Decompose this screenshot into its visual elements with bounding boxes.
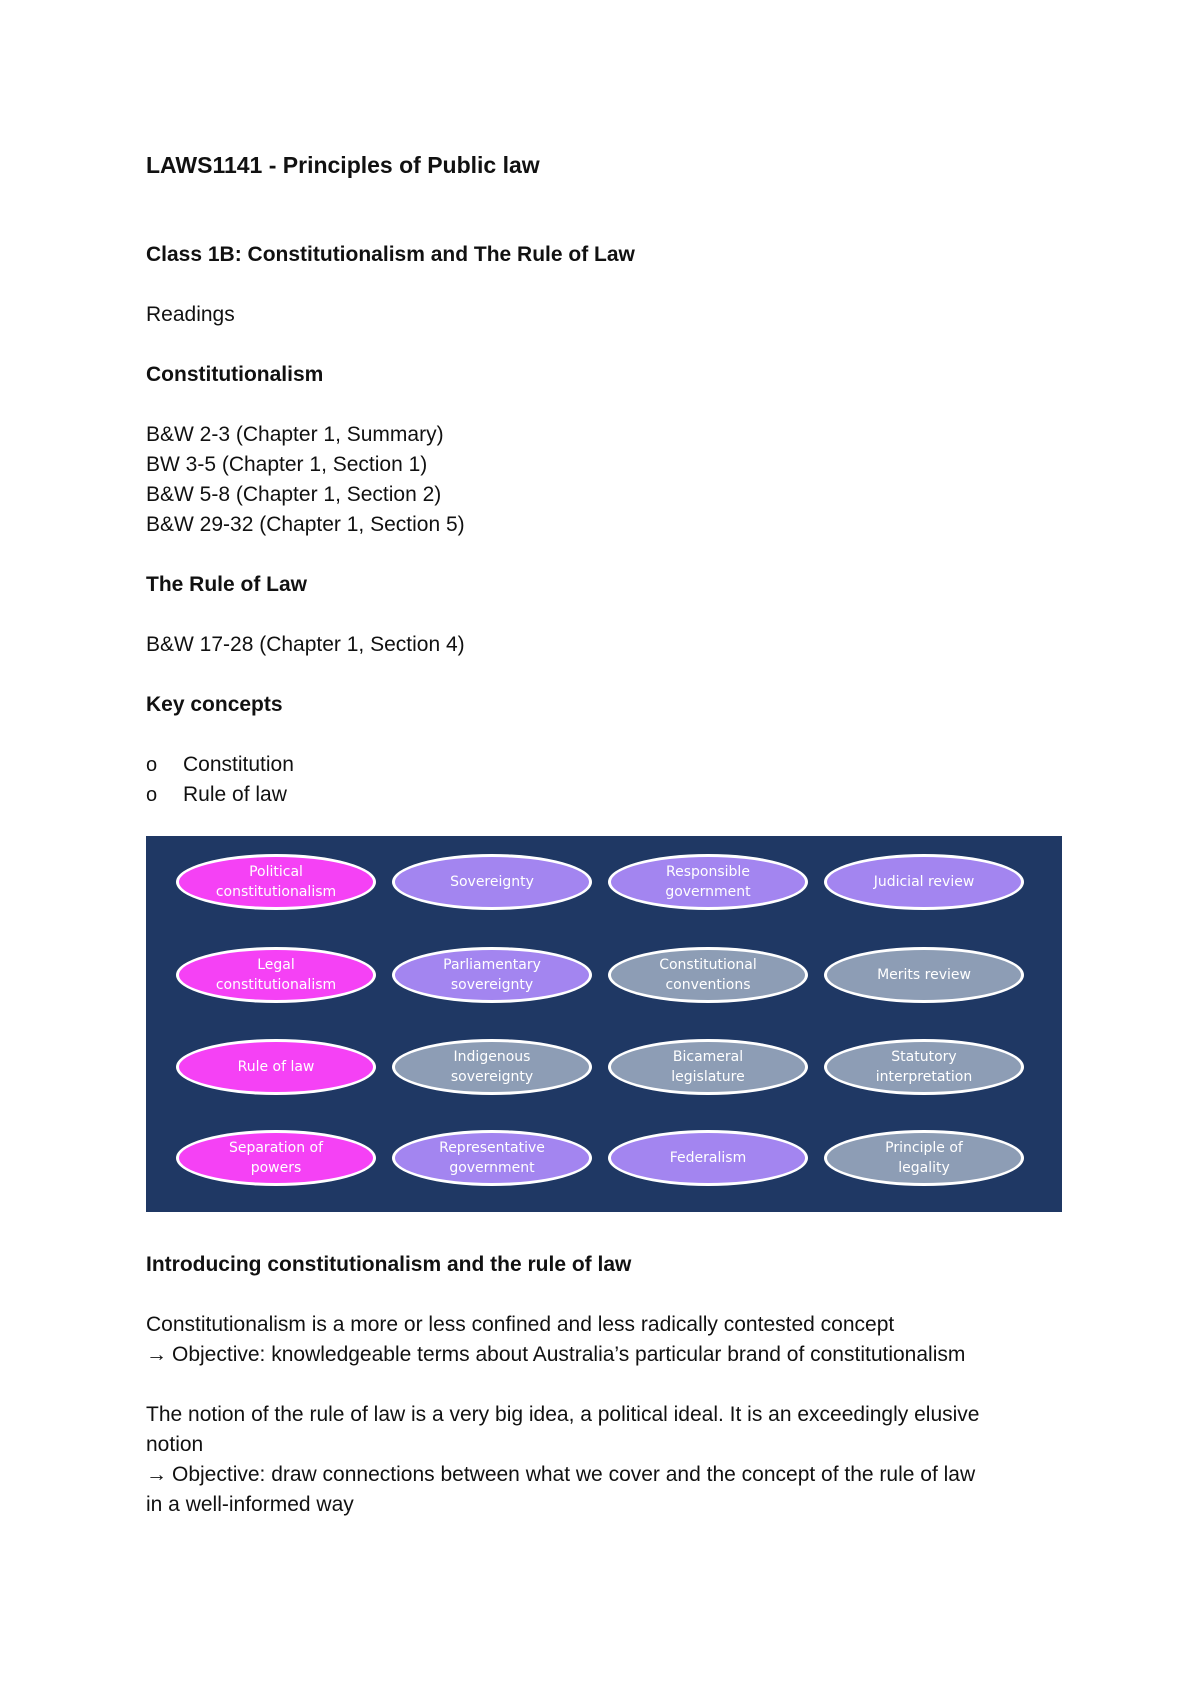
concept-pill: Constitutional conventions — [608, 947, 808, 1003]
reading-item: B&W 29-32 (Chapter 1, Section 5) — [146, 513, 465, 536]
intro-paragraph-2-line-2: notion — [146, 1433, 204, 1456]
concept-pill: Legal constitutionalism — [176, 947, 376, 1003]
concept-pill: Rule of law — [176, 1039, 376, 1095]
intro-objective-2 — [146, 1460, 975, 1490]
rule-of-law-heading: The Rule of Law — [146, 573, 308, 596]
readings-label: Readings — [146, 303, 235, 326]
course-title: LAWS1141 - Principles of Public law — [146, 152, 540, 178]
concept-pill: Sovereignty — [392, 854, 592, 910]
intro-paragraph-2-line-1: The notion of the rule of law is a very big idea, a political ideal. It is an exceedingly elusive — [146, 1403, 980, 1426]
key-concept-label: Constitution — [183, 753, 294, 776]
concept-pill: Parliamentary sovereignty — [392, 947, 592, 1003]
class-title: Class 1B: Constitutionalism and The Rule of Law — [146, 243, 635, 266]
concept-pill: Merits review — [824, 947, 1024, 1003]
intro-objective-1 — [146, 1340, 965, 1370]
arrow-right-icon: → — [146, 1343, 167, 1366]
concept-pill: Bicameral legislature — [608, 1039, 808, 1095]
key-concept-item — [146, 750, 294, 780]
concept-pill: Statutory interpretation — [824, 1039, 1024, 1095]
concept-pill: Principle of legality — [824, 1130, 1024, 1186]
intro-paragraph-1: Constitutionalism is a more or less confined and less radically contested concept — [146, 1313, 895, 1336]
objective-text: Objective: draw connections between what we cover and the concept of the rule of law — [172, 1463, 976, 1486]
bullet-icon: o — [146, 754, 158, 776]
concept-pill: Indigenous sovereignty — [392, 1039, 592, 1095]
objective-text: Objective: knowledgeable terms about Australia’s particular brand of constitutionalism — [172, 1343, 966, 1366]
key-concept-label: Rule of law — [183, 783, 287, 806]
reading-item: B&W 2-3 (Chapter 1, Summary) — [146, 423, 444, 446]
arrow-right-icon: → — [146, 1463, 167, 1486]
concept-pill: Judicial review — [824, 854, 1024, 910]
concept-grid-graphic — [146, 836, 1062, 1212]
constitutionalism-heading: Constitutionalism — [146, 363, 324, 386]
bullet-icon: o — [146, 784, 158, 806]
reading-item: B&W 5-8 (Chapter 1, Section 2) — [146, 483, 442, 506]
intro-heading: Introducing constitutionalism and the rule of law — [146, 1253, 632, 1276]
reading-item: BW 3-5 (Chapter 1, Section 1) — [146, 453, 428, 476]
concept-pill: Federalism — [608, 1130, 808, 1186]
intro-objective-2-line-2: in a well-informed way — [146, 1493, 354, 1516]
concept-pill: Representative government — [392, 1130, 592, 1186]
concept-pill: Separation of powers — [176, 1130, 376, 1186]
concept-pill: Political constitutionalism — [176, 854, 376, 910]
key-concept-item — [146, 780, 287, 810]
reading-item: B&W 17-28 (Chapter 1, Section 4) — [146, 633, 465, 656]
concept-pill: Responsible government — [608, 854, 808, 910]
key-concepts-heading: Key concepts — [146, 693, 283, 716]
